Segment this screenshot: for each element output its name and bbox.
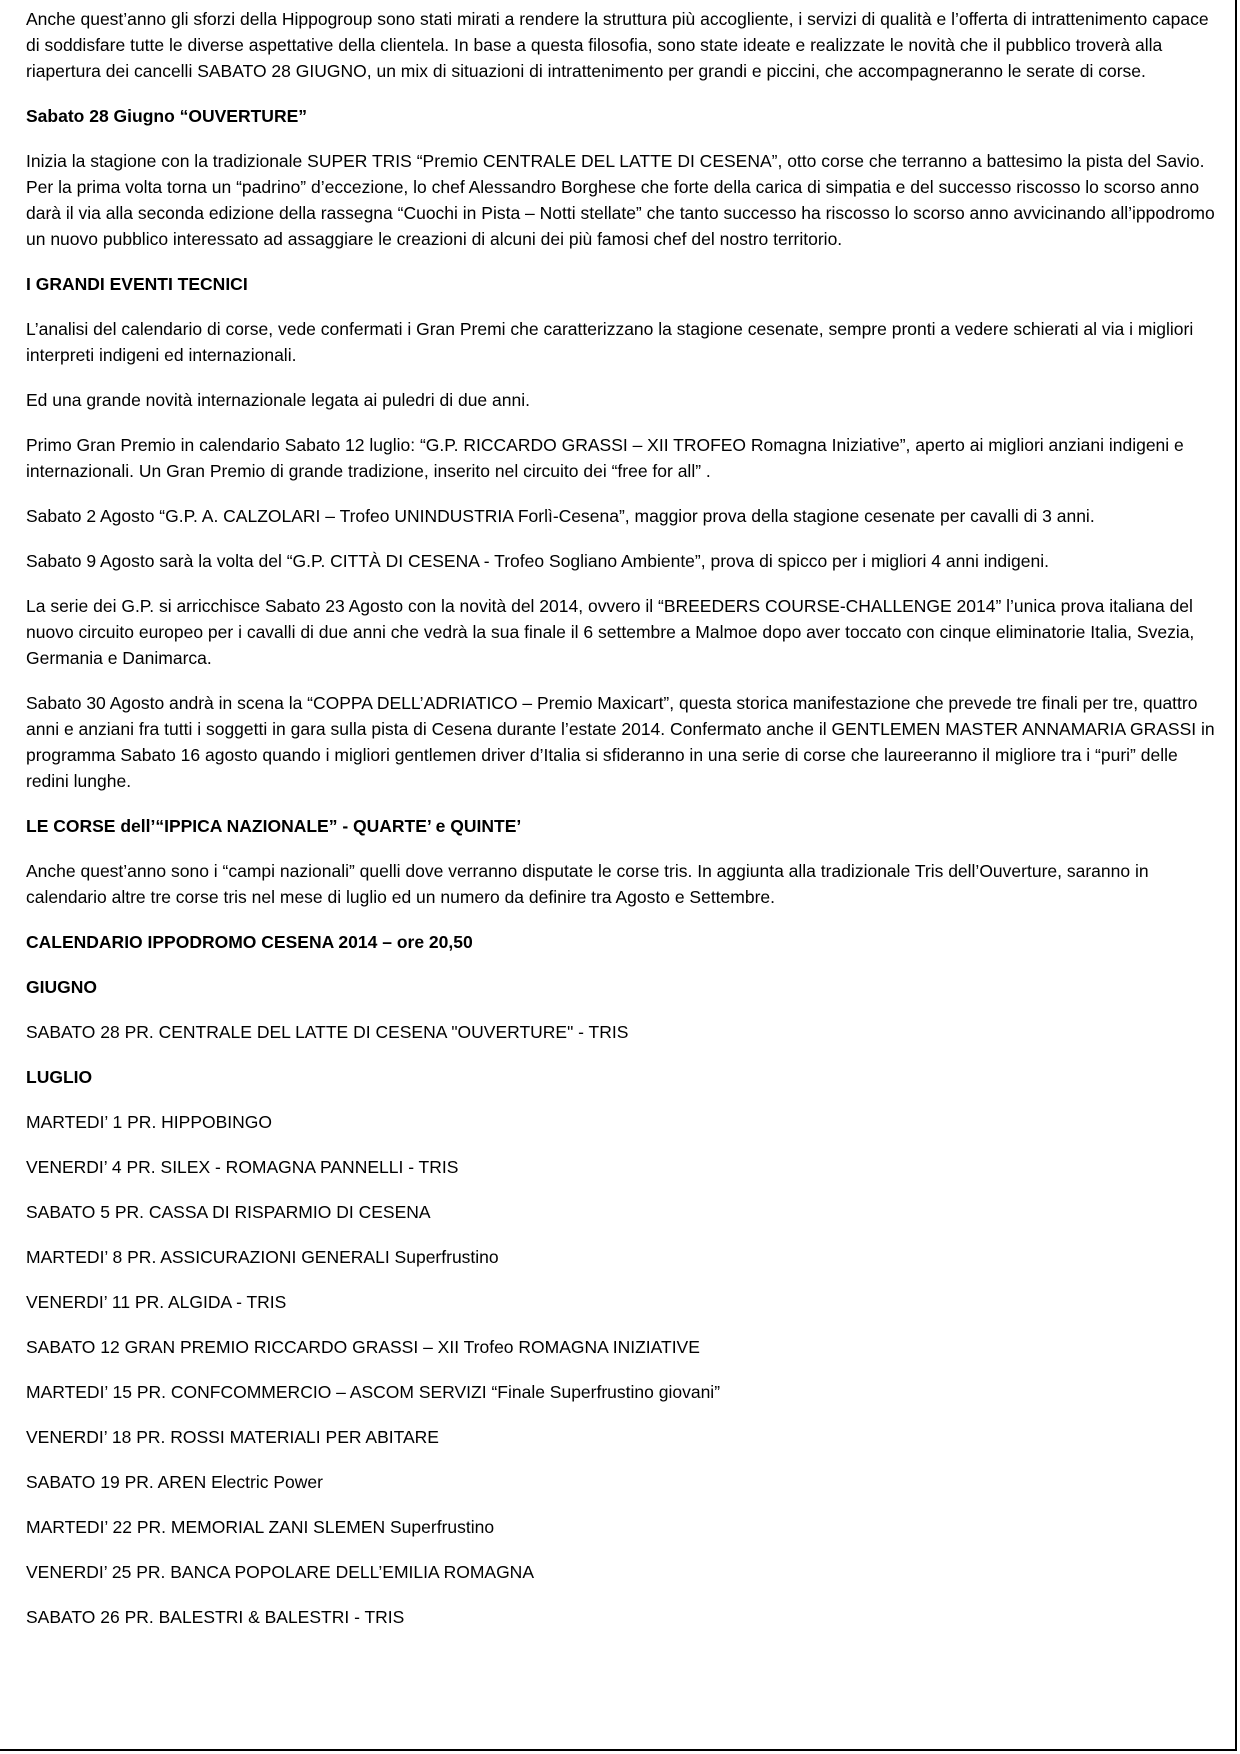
eventi-paragraph: Sabato 9 Agosto sarà la volta del “G.P. CITTÀ DI CESENA - Trofeo Sogliano Ambiente”, prova di spicco per i migliori 4 anni indigeni. (26, 551, 1049, 571)
calendar-entry: MARTEDI’ 15 PR. CONFCOMMERCIO – ASCOM SERVIZI “Finale Superfrustino giovani” (26, 1382, 721, 1402)
eventi-paragraph: Ed una grande novità internazionale legata ai puledri di due anni. (26, 390, 530, 410)
calendar-heading: CALENDARIO IPPODROMO CESENA 2014 – ore 20,50 (26, 932, 473, 952)
calendar-entry: VENERDI’ 4 PR. SILEX - ROMAGNA PANNELLI - TRIS (26, 1157, 459, 1177)
eventi-paragraph: La serie dei G.P. si arricchisce Sabato 23 Agosto con la novità del 2014, ovvero il “BREEDERS COURSE-CHALLENGE 2014” l’unica prova italiana del nuovo circuito europeo per i cavalli di due anni che vedrà la sua finale il 6 settembre a Malmoe dopo aver toccato con cinque eliminatorie Italia, Svezia, Germania e Danimarca. (26, 596, 1195, 668)
intro-paragraph: Anche quest’anno gli sforzi della Hippogroup sono stati mirati a rendere la struttura più accogliente, i servizi di qualità e l’offerta di intrattenimento capace di soddisfare tutte le diverse aspettative della clientela. In base a questa filosofia, sono state ideate e realizzate le novità che il pubblico troverà alla riapertura dei cancelli SABATO 28 GIUGNO, un mix di situazioni di intrattenimento per grandi e piccini, che accompagneranno le serate di corse. (26, 9, 1209, 81)
calendar-entry: MARTEDI’ 1 PR. HIPPOBINGO (26, 1112, 273, 1132)
calendar-entry: MARTEDI’ 22 PR. MEMORIAL ZANI SLEMEN Superfrustino (26, 1517, 495, 1537)
calendar-entry: SABATO 12 GRAN PREMIO RICCARDO GRASSI – XII Trofeo ROMAGNA INIZIATIVE (26, 1337, 700, 1357)
eventi-paragraph: Sabato 2 Agosto “G.P. A. CALZOLARI – Trofeo UNINDUSTRIA Forlì-Cesena”, maggior prova della stagione cesenate per cavalli di 3 anni. (26, 506, 1095, 526)
eventi-heading: I GRANDI EVENTI TECNICI (26, 274, 248, 294)
article-body (26, 6, 1218, 1649)
calendar-entry: SABATO 19 PR. AREN Electric Power (26, 1472, 323, 1492)
calendar-entry: SABATO 28 PR. CENTRALE DEL LATTE DI CESENA "OUVERTURE" - TRIS (26, 1022, 629, 1042)
calendar-entry: MARTEDI’ 8 PR. ASSICURAZIONI GENERALI Superfrustino (26, 1247, 499, 1267)
month-heading-luglio: LUGLIO (26, 1067, 93, 1087)
eventi-paragraph: Sabato 30 Agosto andrà in scena la “COPPA DELL’ADRIATICO – Premio Maxicart”, questa storica manifestazione che prevede tre finali per tre, quattro anni e anziani fra tutti i soggetti in gara sulla pista di Cesena durante l’estate 2014. Confermato anche il GENTLEMEN MASTER ANNAMARIA GRASSI in programma Sabato 16 agosto quando i migliori gentlemen driver d’Italia si sfideranno in una serie di corse che laureeranno il migliore tra i “puri” delle redini lunghe. (26, 693, 1215, 791)
calendar-entry: SABATO 5 PR. CASSA DI RISPARMIO DI CESENA (26, 1202, 431, 1222)
calendar-entry: VENERDI’ 25 PR. BANCA POPOLARE DELL’EMILIA ROMAGNA (26, 1562, 534, 1582)
calendar-entry: VENERDI’ 11 PR. ALGIDA - TRIS (26, 1292, 287, 1312)
eventi-paragraph: L’analisi del calendario di corse, vede confermati i Gran Premi che caratterizzano la stagione cesenate, sempre pronti a vedere schierati al via i migliori interpreti indigeni ed internazionali. (26, 319, 1194, 365)
ippica-heading: LE CORSE dell’“IPPICA NAZIONALE” - QUARTE’ e QUINTE’ (26, 816, 522, 836)
calendar-entry: SABATO 26 PR. BALESTRI & BALESTRI - TRIS (26, 1607, 405, 1627)
ippica-paragraph: Anche quest’anno sono i “campi nazionali” quelli dove verranno disputate le corse tris. In aggiunta alla tradizionale Tris dell’Ouverture, saranno in calendario altre tre corse tris nel mese di luglio ed un numero da definire tra Agosto e Settembre. (26, 861, 1149, 907)
calendar-entry: VENERDI’ 18 PR. ROSSI MATERIALI PER ABITARE (26, 1427, 439, 1447)
ouverture-paragraph: Inizia la stagione con la tradizionale SUPER TRIS “Premio CENTRALE DEL LATTE DI CESENA”, otto corse che terranno a battesimo la pista del Savio. Per la prima volta torna un “padrino” d’eccezione, lo chef Alessandro Borghese che forte della carica di simpatia e del successo riscosso lo scorso anno darà il via alla seconda edizione della rassegna “Cuochi in Pista – Notti stellate” che tanto successo ha riscosso lo scorso anno avvicinando all’ippodromo un nuovo pubblico interessato ad assaggiare le creazioni di alcuni dei più famosi chef del nostro territorio. (26, 151, 1215, 249)
eventi-paragraph: Primo Gran Premio in calendario Sabato 12 luglio: “G.P. RICCARDO GRASSI – XII TROFEO Romagna Iniziative”, aperto ai migliori anziani indigeni e internazionali. Un Gran Premio di grande tradizione, inserito nel circuito dei “free for all” . (26, 435, 1184, 481)
calendar-section (26, 929, 1218, 1630)
ouverture-heading: Sabato 28 Giugno “OUVERTURE” (26, 106, 307, 126)
month-heading-giugno: GIUGNO (26, 977, 97, 997)
